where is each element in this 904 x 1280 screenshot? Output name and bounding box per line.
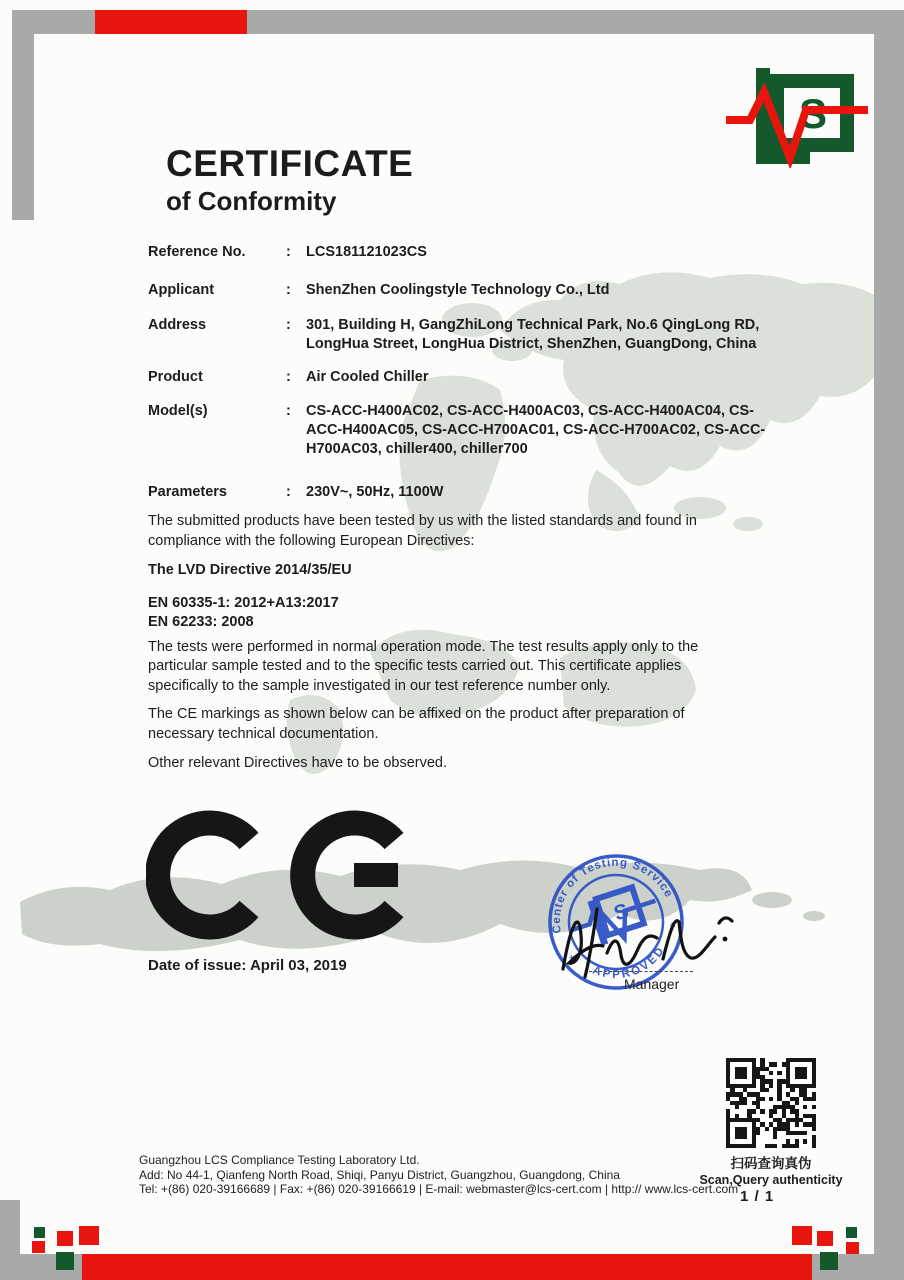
field-colon: : xyxy=(286,403,291,419)
stamp-star-left: * xyxy=(567,951,579,970)
accent-square-red-large-right xyxy=(792,1226,812,1245)
signer-title: Manager xyxy=(624,976,680,992)
field-colon: : xyxy=(286,244,291,260)
lvd-directive-line: The LVD Directive 2014/35/EU xyxy=(148,562,352,578)
accent-red-top xyxy=(95,10,247,34)
lcs-logo xyxy=(726,66,868,168)
field-label-address: Address xyxy=(148,317,207,333)
signature xyxy=(545,893,745,988)
field-value-models: CS-ACC-H400AC02, CS-ACC-H400AC03, CS-ACC-H400AC04, CS-ACC-H400AC05, CS-ACC-H700AC01, CS-ACC-H700AC02, CS-ACC-H700AC03, chiller400, chiller700 xyxy=(306,403,766,457)
certificate-subtitle: of Conformity xyxy=(166,186,337,216)
field-row-parameters xyxy=(148,483,788,502)
lcs-logo-letter: S xyxy=(798,90,828,137)
accent-red-bottom xyxy=(82,1254,812,1280)
tests-paragraph: The tests were performed in normal operation mode. The test results apply only to the particular sample tested and to the specific tests carried out. This certificate applies specifically to the sample investigated in our test reference number only. xyxy=(148,638,699,694)
accent-square-red-large-left xyxy=(79,1226,99,1245)
stamp-logo-letter: S xyxy=(611,899,632,926)
field-row-product xyxy=(148,368,788,387)
qr-caption-english: Scan,Query authenticity xyxy=(699,1173,843,1187)
accent-square-red-small-left xyxy=(32,1241,45,1253)
qr-code xyxy=(726,1058,816,1148)
other-directives-paragraph: Other relevant Directives have to be observed. xyxy=(148,755,448,771)
field-row-address xyxy=(148,316,788,354)
field-colon: : xyxy=(286,282,291,298)
accent-square-green-small-right xyxy=(846,1227,857,1238)
accent-square-red-small-right xyxy=(846,1242,859,1254)
ce-marking xyxy=(146,810,456,942)
field-row-reference xyxy=(148,243,788,262)
accent-square-green-small-left xyxy=(34,1227,45,1238)
field-label-applicant: Applicant xyxy=(148,282,215,298)
field-label-product: Product xyxy=(148,369,203,385)
footer-contact: Tel: +(86) 020-39166689 | Fax: +(86) 020-39166619 | E-mail: webmaster@lcs-cert.com | http:// www.lcs-cert.com xyxy=(139,1182,739,1196)
accent-square-red-medium-left xyxy=(57,1231,73,1246)
frame-left-bottom-wedge xyxy=(0,1200,20,1280)
date-of-issue: Date of issue: April 03, 2019 xyxy=(148,957,347,974)
intro-paragraph: The submitted products have been tested by us with the listed standards and found in compliance with the following European Directives: xyxy=(148,513,697,549)
field-row-applicant xyxy=(148,281,788,300)
field-label-reference: Reference No. xyxy=(148,244,246,260)
signature-line xyxy=(589,971,693,972)
frame-left-bar xyxy=(12,10,34,220)
footer-company: Guangzhou LCS Compliance Testing Laboratory Ltd. xyxy=(139,1153,420,1167)
accent-square-red-medium-right xyxy=(817,1231,833,1246)
stamp-arc-top-text: Center of Testing Service xyxy=(550,856,675,935)
accent-square-green-large-right xyxy=(820,1252,838,1270)
field-row-models xyxy=(148,402,788,459)
stamp-star-right: * xyxy=(668,918,680,937)
standard-line-2: EN 62233: 2008 xyxy=(148,614,254,630)
field-value-reference: LCS181121023CS xyxy=(306,244,427,260)
field-label-models: Model(s) xyxy=(148,403,208,419)
page-number: 1 / 1 xyxy=(740,1188,775,1205)
footer-address: Add: No 44-1, Qianfeng North Road, Shiqi, Panyu District, Guangzhou, Guangdong, China xyxy=(139,1167,620,1182)
field-colon: : xyxy=(286,317,291,333)
accent-square-green-large-left xyxy=(56,1252,74,1270)
field-value-parameters: 230V~, 50Hz, 1100W xyxy=(306,484,444,500)
field-value-product: Air Cooled Chiller xyxy=(306,369,429,385)
field-label-parameters: Parameters xyxy=(148,484,227,500)
field-colon: : xyxy=(286,484,291,500)
field-colon: : xyxy=(286,369,291,385)
field-value-applicant: ShenZhen Coolingstyle Technology Co., Ltd xyxy=(306,282,610,298)
stamp-arc-bottom-text: APPROVED xyxy=(590,943,668,982)
certificate-title: CERTIFICATE xyxy=(166,143,414,184)
qr-caption-chinese: 扫码查询真伪 xyxy=(730,1156,812,1171)
frame-right-bar xyxy=(874,10,904,1280)
field-value-address: 301, Building H, GangZhiLong Technical Park, No.6 QingLong RD, LongHua Street, LongHua District, ShenZhen, GuangDong, China xyxy=(306,317,760,352)
ce-markings-paragraph: The CE markings as shown below can be affixed on the product after preparation of necessary technical documentation. xyxy=(148,706,685,742)
standard-line-1: EN 60335-1: 2012+A13:2017 xyxy=(148,594,339,611)
